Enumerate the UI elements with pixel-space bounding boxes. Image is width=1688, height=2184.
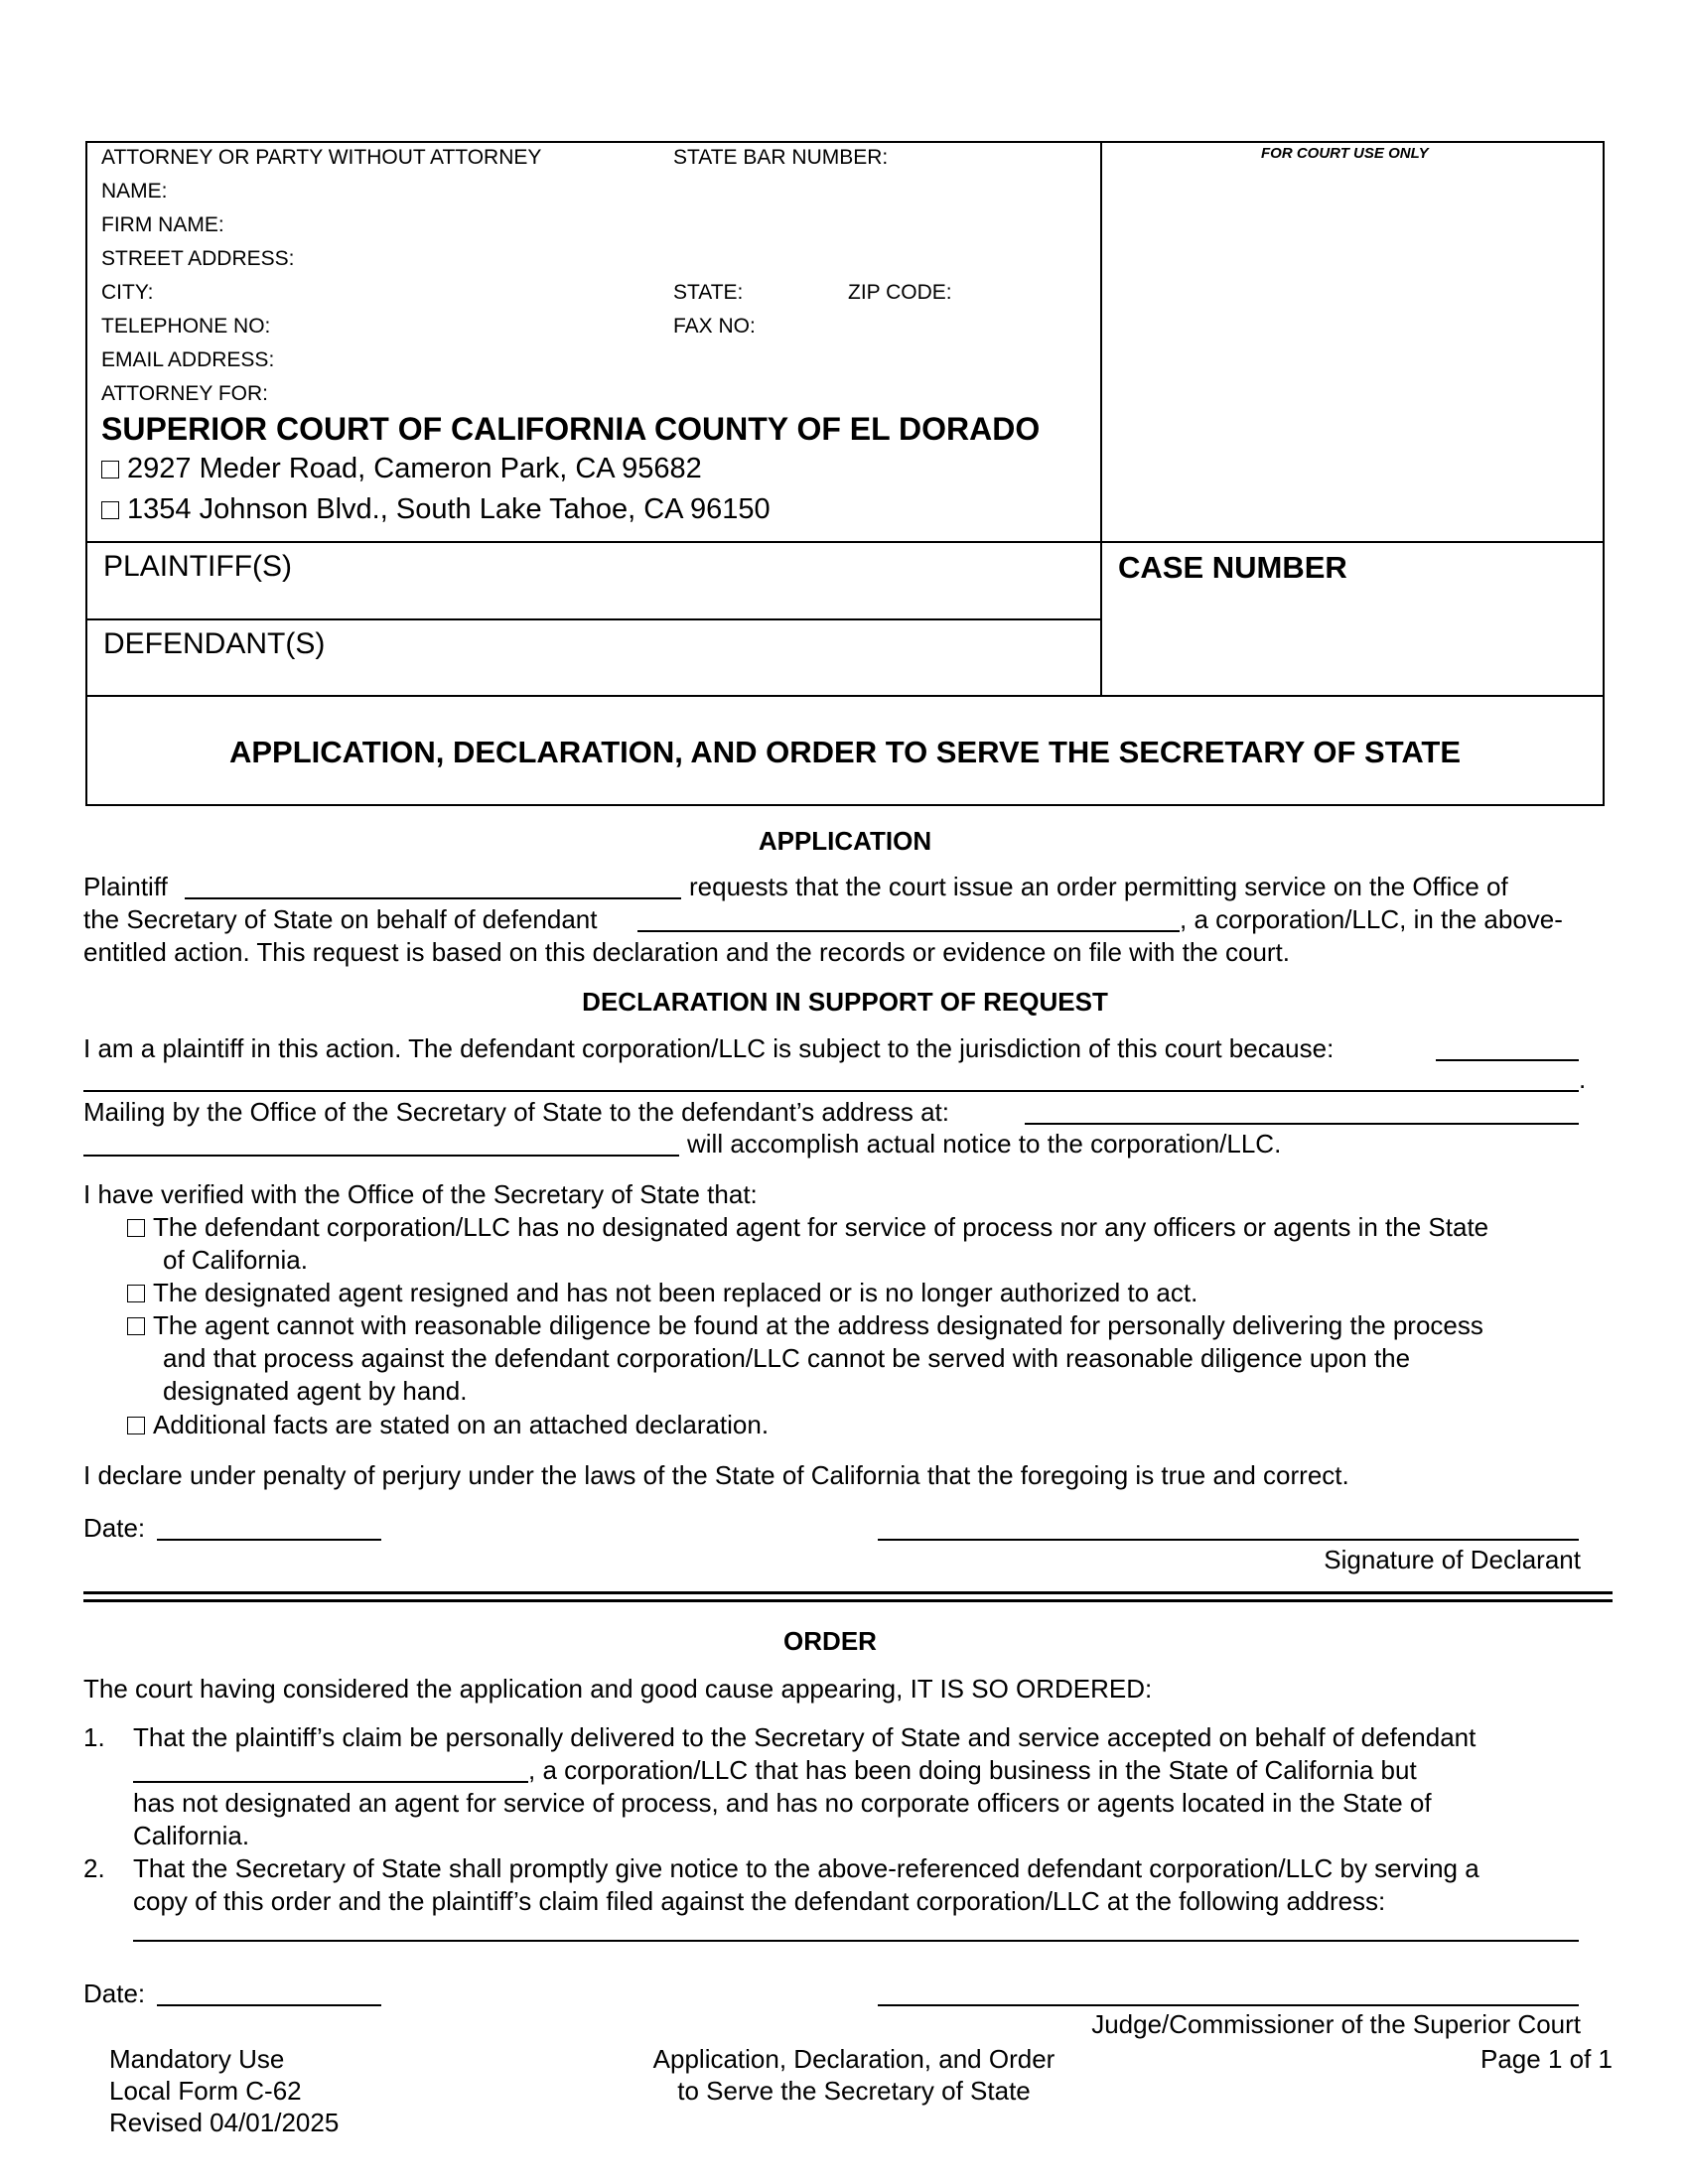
order-item-1-c: has not designated an agent for service of process, and has no corporate officers or agents located in the State of — [133, 1788, 1432, 1818]
plaintiff-label: PLAINTIFF(S) — [103, 550, 293, 583]
order-heading: ORDER — [783, 1626, 877, 1656]
order-date-field[interactable] — [157, 2004, 381, 2006]
verified-text: I have verified with the Office of the Secretary of State that: — [83, 1179, 758, 1209]
court-name: SUPERIOR COURT OF CALIFORNIA COUNTY OF EL DORADO — [101, 411, 1041, 447]
option-3-cont-1: and that process against the defendant corporation/LLC cannot be served with reasonable diligence upon the — [163, 1343, 1411, 1373]
decl-line4: will accomplish actual notice to the corporation/LLC. — [687, 1129, 1282, 1159]
defendant-name-field[interactable] — [637, 930, 1180, 932]
decl-line2-end: . — [1579, 1064, 1587, 1094]
option-2[interactable]: The designated agent resigned and has not been replaced or is no longer authorized to act. — [127, 1280, 1197, 1305]
state-label[interactable]: STATE: — [673, 281, 744, 304]
judge-signature-field[interactable] — [878, 2004, 1579, 2006]
order-intro: The court having considered the application and good cause appearing, IT IS SO ORDERED: — [83, 1674, 1153, 1704]
defendant-address-field-1[interactable] — [1025, 1123, 1579, 1125]
order-address-field[interactable] — [133, 1940, 1579, 1942]
option-1-checkbox[interactable] — [127, 1219, 145, 1237]
app-line1-b: requests that the court issue an order permitting service on the Office of — [689, 872, 1508, 901]
option-1-cont: of California. — [163, 1245, 308, 1275]
defendant-label: DEFENDANT(S) — [103, 627, 326, 660]
jurisdiction-field-1[interactable] — [1436, 1059, 1579, 1061]
app-line2-a: the Secretary of State on behalf of defendant — [83, 904, 598, 934]
declaration-heading: DECLARATION IN SUPPORT OF REQUEST — [582, 987, 1108, 1017]
court-address-1[interactable]: 2927 Meder Road, Cameron Park, CA 95682 — [101, 453, 702, 485]
option-3-checkbox[interactable] — [127, 1317, 145, 1335]
order-item-1-number: 1. — [83, 1722, 105, 1752]
city-label[interactable]: CITY: — [101, 281, 154, 304]
double-rule-bottom — [83, 1599, 1613, 1602]
decl-date-label: Date: — [83, 1513, 146, 1543]
order-item-2-b: copy of this order and the plaintiff’s claim filed against the defendant corporation/LLC at the following address: — [133, 1886, 1386, 1916]
case-number-label: CASE NUMBER — [1118, 550, 1347, 585]
footer-page-number: Page 1 of 1 — [1480, 2044, 1613, 2074]
signature-label: Signature of Declarant — [1324, 1545, 1581, 1574]
option-3[interactable]: The agent cannot with reasonable diligence be found at the address designated for personally delivering the process — [127, 1312, 1483, 1338]
firm-label[interactable]: FIRM NAME: — [101, 213, 224, 236]
declarant-signature-field[interactable] — [878, 1539, 1579, 1541]
order-item-1-a: That the plaintiff’s claim be personally delivered to the Secretary of State and service accepted on behalf of defendant — [133, 1722, 1477, 1752]
app-line3: entitled action. This request is based on this declaration and the records or evidence on file with the court. — [83, 937, 1291, 967]
state-bar-label: STATE BAR NUMBER: — [673, 146, 889, 169]
party-divider — [85, 618, 1102, 620]
footer-title-1: Application, Declaration, and Order — [652, 2044, 1055, 2074]
penalty-text: I declare under penalty of perjury under the laws of the State of California that the foregoing is true and correct. — [83, 1460, 1349, 1490]
order-item-2-a: That the Secretary of State shall promptly give notice to the above-referenced defendant corporation/LLC by serving a — [133, 1853, 1479, 1883]
attorney-for-label[interactable]: ATTORNEY FOR: — [101, 382, 269, 405]
form-title: APPLICATION, DECLARATION, AND ORDER TO SERVE THE SECRETARY OF STATE — [228, 735, 1462, 769]
plaintiff-name-field[interactable] — [185, 897, 681, 899]
option-1[interactable]: The defendant corporation/LLC has no designated agent for service of process nor any officers or agents in the State — [127, 1214, 1488, 1240]
court-address-2-checkbox[interactable] — [101, 501, 119, 519]
title-divider — [85, 695, 1605, 697]
defendant-address-field-2[interactable] — [83, 1155, 679, 1157]
email-label[interactable]: EMAIL ADDRESS: — [101, 348, 275, 371]
decl-date-field[interactable] — [157, 1539, 381, 1541]
attorney-label: ATTORNEY OR PARTY WITHOUT ATTORNEY — [101, 146, 542, 169]
option-4[interactable]: Additional facts are stated on an attached declaration. — [127, 1412, 769, 1437]
footer-revised: Revised 04/01/2025 — [109, 2108, 340, 2137]
option-4-checkbox[interactable] — [127, 1417, 145, 1434]
double-rule-top — [83, 1591, 1613, 1594]
jurisdiction-field-2[interactable] — [83, 1090, 1579, 1092]
street-label[interactable]: STREET ADDRESS: — [101, 247, 295, 270]
order-item-2-number: 2. — [83, 1853, 105, 1883]
judge-label: Judge/Commissioner of the Superior Court — [1091, 2009, 1581, 2039]
option-2-checkbox[interactable] — [127, 1285, 145, 1302]
zip-label[interactable]: ZIP CODE: — [848, 281, 952, 304]
footer-mandatory-use: Mandatory Use — [109, 2044, 285, 2074]
order-defendant-field[interactable] — [133, 1781, 528, 1783]
caption-vertical-divider — [1100, 141, 1102, 697]
court-use-label: FOR COURT USE ONLY — [1261, 145, 1429, 162]
option-3-cont-2: designated agent by hand. — [163, 1376, 468, 1406]
order-item-1-d: California. — [133, 1821, 250, 1850]
decl-line3: Mailing by the Office of the Secretary of State to the defendant’s address at: — [83, 1097, 950, 1127]
application-heading: APPLICATION — [758, 826, 932, 856]
telephone-label[interactable]: TELEPHONE NO: — [101, 315, 271, 338]
court-address-2[interactable]: 1354 Johnson Blvd., South Lake Tahoe, CA 96150 — [101, 493, 771, 526]
fax-label[interactable]: FAX NO: — [673, 315, 756, 338]
app-line1-a: Plaintiff — [83, 872, 168, 901]
app-line2-b: , a corporation/LLC, in the above- — [1180, 904, 1563, 934]
court-address-1-checkbox[interactable] — [101, 461, 119, 478]
footer-form-number: Local Form C-62 — [109, 2076, 302, 2106]
order-item-1-b: , a corporation/LLC that has been doing business in the State of California but — [528, 1755, 1417, 1785]
court-use-divider — [1100, 541, 1605, 543]
decl-line1: I am a plaintiff in this action. The defendant corporation/LLC is subject to the jurisdiction of this court because: — [83, 1033, 1335, 1063]
order-date-label: Date: — [83, 1979, 146, 2008]
name-label[interactable]: NAME: — [101, 180, 168, 203]
footer-title-2: to Serve the Secretary of State — [677, 2076, 1031, 2106]
